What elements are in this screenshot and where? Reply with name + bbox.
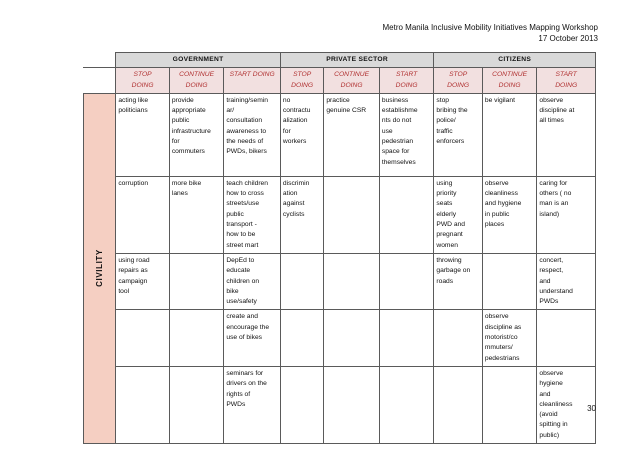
- cell-text-line: be vigilant: [484, 96, 515, 104]
- cell-text-line: ation: [282, 190, 298, 198]
- cell-text-line: spitting in: [539, 421, 568, 429]
- cell-gov-start: [224, 176, 281, 253]
- cell-text-line: use: [381, 127, 393, 135]
- mapping-table: [83, 52, 596, 444]
- cell-text-line: bribing the: [436, 107, 468, 115]
- workshop-date: 17 October 2013: [538, 34, 598, 43]
- cell-text-line: use/safety: [226, 298, 257, 306]
- cell-text-line: man is an: [539, 200, 569, 208]
- cell-text-line: discipline as: [484, 323, 522, 331]
- cell-text-line: traffic: [436, 127, 453, 135]
- subheader-cit-start: [537, 68, 596, 94]
- cell-text-line: PWDs: [226, 400, 246, 408]
- cell-cit-stop: [434, 176, 482, 253]
- cell-text-line: mmuters/: [484, 344, 513, 352]
- cell-cit-start: [537, 310, 596, 366]
- document-header: [383, 22, 599, 44]
- cell-priv-continue: [324, 93, 380, 176]
- cell-text-line: contractu: [282, 107, 311, 115]
- cell-priv-start: [379, 310, 434, 366]
- cell-text-line: teach children: [226, 179, 268, 187]
- cell-cit-continue: [482, 366, 537, 443]
- subheader-gov-start: [224, 68, 281, 94]
- cell-text-line: nts do not: [381, 117, 412, 125]
- cell-text-line: consultation: [226, 117, 263, 125]
- cell-text-line: understand: [539, 287, 573, 295]
- subheader-line: DOING: [395, 81, 418, 89]
- cell-gov-stop: [116, 176, 170, 253]
- cell-gov-stop: [116, 310, 170, 366]
- cell-priv-continue: [324, 176, 380, 253]
- cell-text-line: observe: [539, 96, 564, 104]
- cell-priv-stop: [280, 176, 323, 253]
- subheader-line: DOING: [555, 81, 578, 89]
- cell-text-line: how to be: [226, 231, 256, 239]
- cell-cit-stop: [434, 253, 482, 309]
- cell-text-line: alization: [282, 117, 308, 125]
- cell-cit-start: [537, 93, 596, 176]
- cell-text-line: appropriate: [171, 107, 206, 115]
- group-private-sector: PRIVATE SECTOR: [280, 53, 433, 68]
- cell-text-line: transport -: [226, 221, 257, 229]
- cell-text-line: using: [436, 179, 453, 187]
- cell-cit-continue: [482, 253, 537, 309]
- corner-cell: [84, 53, 116, 68]
- subheader-cit-stop: [434, 68, 482, 94]
- cell-text-line: rights of: [226, 390, 251, 398]
- cell-gov-stop: [116, 93, 170, 176]
- subheader-priv-continue: [324, 68, 380, 94]
- cell-text-line: awareness to: [226, 127, 267, 135]
- group-citizens: CITIZENS: [434, 53, 596, 68]
- cell-text-line: respect,: [539, 267, 564, 275]
- cell-text-line: observe: [539, 369, 564, 377]
- cell-priv-continue: [324, 366, 380, 443]
- table-row: [84, 310, 596, 366]
- cell-text-line: places: [484, 221, 505, 229]
- cell-text-line: observe: [484, 313, 509, 321]
- cell-text-line: educate: [226, 267, 251, 275]
- cell-text-line: seats: [436, 200, 453, 208]
- cell-priv-start: [379, 93, 434, 176]
- subheader-line: DOING: [340, 81, 363, 89]
- cell-gov-continue: [169, 176, 224, 253]
- subheader-gov-stop: [116, 68, 170, 94]
- cell-priv-start: [379, 176, 434, 253]
- cell-text-line: use of bikes: [226, 334, 263, 342]
- cell-gov-continue: [169, 253, 224, 309]
- cell-priv-stop: [280, 253, 323, 309]
- cell-gov-start: [224, 253, 281, 309]
- row-category-civility: [84, 93, 116, 443]
- cell-text-line: provide: [171, 96, 194, 104]
- cell-text-line: using road: [118, 256, 150, 264]
- cell-text-line: infrastructure: [171, 127, 211, 135]
- cell-text-line: discrimin: [282, 179, 310, 187]
- workshop-title: Metro Manila Inclusive Mobility Initiatives Mapping Workshop: [382, 23, 598, 32]
- cell-text-line: throwing: [436, 256, 462, 264]
- cell-text-line: and: [539, 277, 551, 285]
- cell-cit-stop: [434, 310, 482, 366]
- category-label: CIVILITY: [94, 249, 104, 288]
- subheader-line: DOING: [498, 81, 521, 89]
- cell-text-line: and: [539, 390, 551, 398]
- cell-text-line: cleanliness: [484, 190, 518, 198]
- cell-text-line: workers: [282, 138, 307, 146]
- subheader-priv-start: [379, 68, 434, 94]
- subheader-line: START: [555, 71, 577, 79]
- subheader-cit-continue: [482, 68, 537, 94]
- cell-priv-stop: [280, 310, 323, 366]
- cell-text-line: garbage on: [436, 267, 471, 275]
- cell-gov-continue: [169, 366, 224, 443]
- cell-priv-stop: [280, 366, 323, 443]
- subheader-priv-stop: [280, 68, 323, 94]
- cell-text-line: training/semin: [226, 96, 268, 104]
- subheader-line: CONTINUE: [334, 71, 370, 79]
- cell-gov-stop: [116, 253, 170, 309]
- cell-text-line: how to cross: [226, 190, 264, 198]
- cell-text-line: concert,: [539, 256, 564, 264]
- cell-text-line: pedestrians: [484, 354, 520, 362]
- subheader-line: START: [395, 71, 418, 79]
- cell-text-line: bike: [226, 287, 239, 295]
- cell-text-line: seminars for: [226, 369, 264, 377]
- cell-text-line: and hygiene: [484, 200, 522, 208]
- subheader-line: START DOING: [229, 71, 275, 79]
- subheader-gov-continue: [169, 68, 224, 94]
- cell-cit-continue: [482, 93, 537, 176]
- cell-text-line: street mart: [226, 241, 259, 249]
- group-header-row: [84, 53, 596, 68]
- cell-text-line: all times: [539, 117, 564, 125]
- cell-text-line: more bike: [171, 179, 202, 187]
- cell-text-line: commuters: [171, 148, 205, 156]
- cell-text-line: practice: [326, 96, 350, 104]
- corner-subcell: [84, 68, 116, 94]
- cell-text-line: drivers on the: [226, 380, 267, 388]
- cell-text-line: elderly: [436, 210, 457, 218]
- cell-text-line: public): [539, 431, 560, 439]
- cell-text-line: against: [282, 200, 305, 208]
- cell-text-line: public: [226, 210, 244, 218]
- cell-text-line: ar/: [226, 107, 235, 115]
- cell-text-line: in public: [484, 210, 510, 218]
- cell-text-line: politicians: [118, 107, 148, 115]
- cell-text-line: themselves: [381, 158, 416, 166]
- subheader-line: STOP: [293, 71, 312, 79]
- cell-text-line: island): [539, 210, 560, 218]
- cell-gov-start: [224, 310, 281, 366]
- subheader-line: DOING: [447, 81, 470, 89]
- subheader-line: DOING: [291, 81, 314, 89]
- cell-priv-stop: [280, 93, 323, 176]
- cell-text-line: the needs of: [226, 138, 264, 146]
- cell-gov-start: [224, 93, 281, 176]
- subheader-line: STOP: [449, 71, 468, 79]
- subheader-line: CONTINUE: [179, 71, 215, 79]
- cell-text-line: cyclists: [282, 210, 305, 218]
- cell-cit-start: [537, 253, 596, 309]
- cell-gov-start: [224, 366, 281, 443]
- cell-text-line: PWDs: [539, 298, 559, 306]
- cell-text-line: business: [381, 96, 409, 104]
- cell-priv-continue: [324, 253, 380, 309]
- cell-text-line: establishme: [381, 107, 418, 115]
- cell-text-line: women: [436, 241, 458, 249]
- cell-cit-start: [537, 176, 596, 253]
- cell-text-line: PWD and: [436, 221, 465, 229]
- cell-text-line: roads: [436, 277, 454, 285]
- cell-text-line: acting like: [118, 96, 149, 104]
- table-row: [84, 93, 596, 176]
- cell-text-line: children on: [226, 277, 260, 285]
- cell-cit-stop: [434, 93, 482, 176]
- cell-text-line: motorist/co: [484, 334, 518, 342]
- cell-text-line: streets/use: [226, 200, 260, 208]
- cell-text-line: priority: [436, 190, 457, 198]
- subheader-line: STOP: [133, 71, 152, 79]
- cell-text-line: campaign: [118, 277, 148, 285]
- cell-text-line: encourage the: [226, 323, 270, 331]
- cell-text-line: stop: [436, 96, 450, 104]
- cell-text-line: observe: [484, 179, 509, 187]
- cell-text-line: cleanliness: [539, 400, 573, 408]
- cell-priv-start: [379, 366, 434, 443]
- cell-text-line: DepEd to: [226, 256, 255, 264]
- cell-text-line: lanes: [171, 190, 188, 198]
- cell-text-line: PWDs, bikers: [226, 148, 267, 156]
- group-government: GOVERNMENT: [116, 53, 281, 68]
- cell-cit-stop: [434, 366, 482, 443]
- table-row: [84, 253, 596, 309]
- cell-gov-continue: [169, 93, 224, 176]
- cell-cit-continue: [482, 176, 537, 253]
- cell-priv-continue: [324, 310, 380, 366]
- cell-text-line: corruption: [118, 179, 149, 187]
- cell-text-line: enforcers: [436, 138, 465, 146]
- cell-text-line: hygiene: [539, 380, 563, 388]
- table-row: [84, 176, 596, 253]
- cell-text-line: tool: [118, 287, 130, 295]
- subheader-line: CONTINUE: [492, 71, 528, 79]
- cell-text-line: police/: [436, 117, 456, 125]
- cell-text-line: others ( no: [539, 190, 572, 198]
- cell-text-line: for: [282, 127, 291, 135]
- cell-cit-continue: [482, 310, 537, 366]
- cell-text-line: space for: [381, 148, 410, 156]
- cell-gov-continue: [169, 310, 224, 366]
- cell-text-line: discipline at: [539, 107, 575, 115]
- page-number: 30: [587, 404, 596, 413]
- cell-text-line: no: [282, 96, 291, 104]
- cell-text-line: pedestrian: [381, 138, 414, 146]
- subheader-line: DOING: [131, 81, 154, 89]
- cell-text-line: repairs as: [118, 267, 148, 275]
- subheader-line: DOING: [185, 81, 208, 89]
- cell-text-line: pregnant: [436, 231, 463, 239]
- cell-text-line: caring for: [539, 179, 568, 187]
- cell-text-line: for: [171, 138, 180, 146]
- cell-text-line: public: [171, 117, 190, 125]
- cell-text-line: create and: [226, 313, 258, 321]
- cell-text-line: genuine CSR: [326, 107, 367, 115]
- cell-text-line: (avoid: [539, 411, 558, 419]
- cell-priv-start: [379, 253, 434, 309]
- subheader-row: [84, 68, 596, 94]
- cell-gov-stop: [116, 366, 170, 443]
- table-row: [84, 366, 596, 443]
